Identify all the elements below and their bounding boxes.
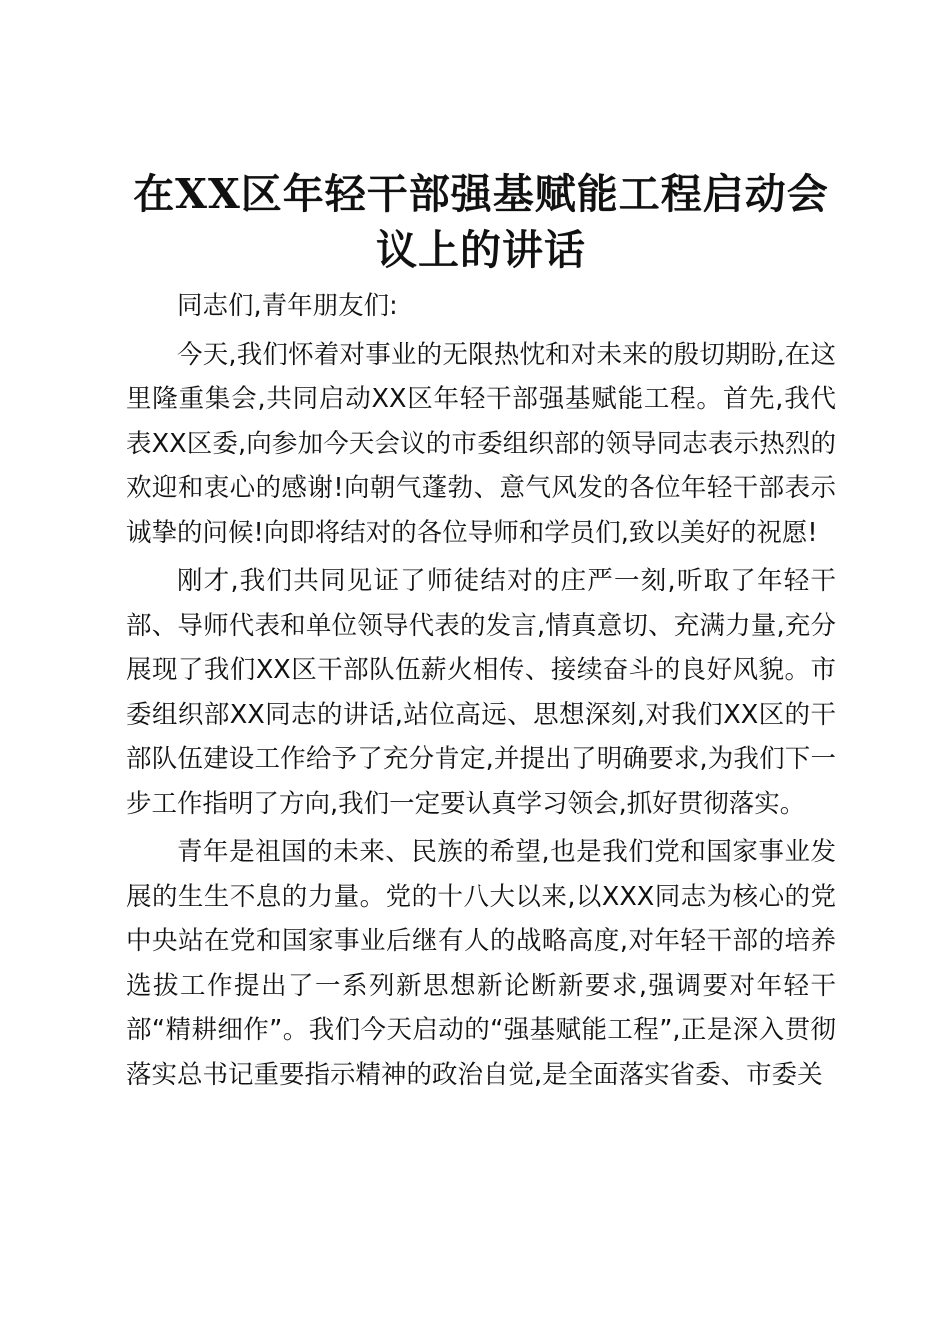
paragraph-significance: 青年是祖国的未来、民族的希望,也是我们党和国家事业发展的生生不息的力量。党的十八大以来,以XXX同志为核心的党中央站在党和国家事业后继有人的战略高度,对年轻干部的培养选拔工作提出了一系列新思想新论断新要求,强调要对年轻干部“精耕细作”。我们今天启动的“强基赋能工程”,正是深入贯彻落实总书记重要指示精神的政治自觉,是全面落实省委、市委关 <box>126 837 836 1090</box>
paragraph-review: 刚才,我们共同见证了师徒结对的庄严一刻,听取了年轻干部、导师代表和单位领导代表的发言,情真意切、充满力量,充分展现了我们XX区干部队伍薪火相传、接续奋斗的良好风貌。市委组织部XX同志的讲话,站位高远、思想深刻,对我们XX区的干部队伍建设工作给予了充分肯定,并提出了明确要求,为我们下一步工作指明了方向,我们一定要认真学习领会,抓好贯彻落实。 <box>126 566 836 819</box>
document-title: 在XX区年轻干部强基赋能工程启动会议上的讲话 <box>133 170 829 274</box>
salutation: 同志们,青年朋友们: <box>177 291 398 321</box>
document-body <box>126 166 836 1101</box>
paragraph-opening: 今天,我们怀着对事业的无限热忱和对未来的殷切期盼,在这里隆重集会,共同启动XX区年轻干部强基赋能工程。首先,我代表XX区委,向参加今天会议的市委组织部的领导同志表示热烈的欢迎和衷心的感谢!向朝气蓬勃、意气风发的各位年轻干部表示诚挚的问候!向即将结对的各位导师和学员们,致以美好的祝愿! <box>126 339 836 548</box>
